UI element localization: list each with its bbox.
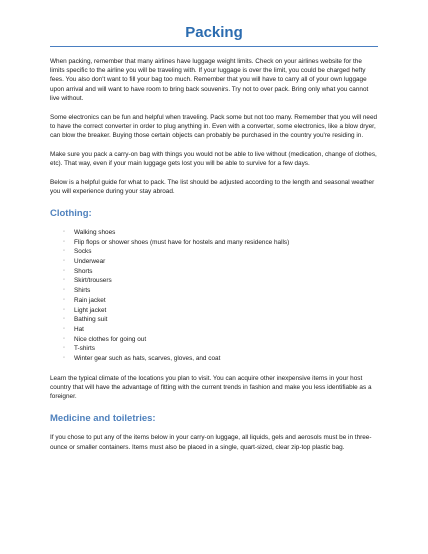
list-item-text: Winter gear such as hats, scarves, gloves, and coat: [74, 355, 221, 363]
intro-paragraph-2: Some electronics can be fun and helpful when traveling. Pack some but not too many. Remember that you will need to have the correct converter in order to plug anything in. Even with a converter, some electronics, like a blow dryer, can blow the breaker. Buying those certain objects can probably be purchased in the country you're residing in.: [50, 113, 378, 139]
page-title: Packing: [185, 24, 243, 41]
list-item-text: Skirt/trousers: [74, 277, 112, 285]
bullet-icon: ◦: [63, 296, 66, 303]
intro-paragraph-4: Below is a helpful guide for what to pack. The list should be adjusted according to the length and seasonal weather you will experience during your stay abroad.: [50, 178, 375, 195]
list-item: [63, 306, 378, 316]
bullet-icon: ◦: [63, 316, 66, 323]
bullet-icon: ◦: [63, 335, 66, 342]
bullet-icon: ◦: [63, 287, 66, 294]
intro-paragraph-3: Make sure you pack a carry-on bag with things you would not be able to live without (medication, change of clothes, etc). That way, even if your main luggage gets lost you will be able to survive for a few days.: [50, 150, 377, 167]
list-item: [63, 276, 378, 286]
bullet-icon: ◦: [63, 258, 66, 265]
list-item: [63, 267, 378, 277]
bullet-icon: ◦: [63, 277, 66, 284]
title-rule: [50, 46, 378, 47]
list-item: [63, 257, 378, 267]
list-item-text: Bathing suit: [74, 316, 108, 324]
list-item-text: Light jacket: [74, 306, 107, 314]
list-item-text: T-shirts: [74, 345, 95, 353]
bullet-icon: ◦: [63, 345, 66, 352]
bullet-icon: ◦: [63, 306, 66, 313]
list-item: [63, 344, 378, 354]
list-item-text: Nice clothes for going out: [74, 335, 147, 343]
clothing-heading: Clothing:: [50, 207, 92, 219]
bullet-icon: ◦: [63, 325, 66, 332]
list-item: [63, 286, 378, 296]
list-item-text: Underwear: [74, 258, 106, 266]
list-item: [63, 354, 378, 364]
clothing-note: Learn the typical climate of the locations you plan to visit. You can acquire other inexpensive items in your host country that will have the advantage of fitting with the current trends in fashion and make you less identifiable as a foreigner.: [50, 374, 372, 401]
list-item: [63, 238, 378, 248]
bullet-icon: ◦: [63, 248, 66, 255]
list-item: [63, 228, 378, 238]
bullet-icon: ◦: [63, 238, 66, 245]
list-item: [63, 325, 378, 335]
bullet-icon: ◦: [63, 267, 66, 274]
list-item-text: Hat: [74, 325, 84, 333]
list-item: [63, 247, 378, 257]
bullet-icon: ◦: [63, 228, 66, 235]
list-item: [63, 315, 378, 325]
medicine-paragraph: If you chose to put any of the items below in your carry-on luggage, all liquids, gels and aerosols must be in three-ounce or smaller containers. Items must also be placed in a single, quart-sized, clear zip-top plastic bag.: [50, 434, 372, 451]
list-item-text: Rain jacket: [74, 296, 106, 304]
list-item-text: Shirts: [74, 287, 91, 295]
list-item-text: Flip flops or shower shoes (must have for hostels and many residence halls): [74, 238, 290, 246]
clothing-list: [50, 228, 378, 364]
list-item: [63, 296, 378, 306]
list-item-text: Shorts: [74, 267, 93, 275]
bullet-icon: ◦: [63, 355, 66, 362]
list-item-text: Walking shoes: [74, 228, 116, 236]
medicine-heading: Medicine and toiletries:: [50, 413, 156, 425]
intro-paragraph-1: When packing, remember that many airlines have luggage weight limits. Check on your airlines website for the limits specific to the airline you will be traveling with. If your luggage is over the limit, you could be charged hefty fees. You also don't want to fill your bag too much. Remember that you will have to carry all of your own luggage upon arrival and will want to have room to bring back souvenirs. Try not to over pack. Bring only what you cannot live without.: [50, 58, 369, 102]
list-item-text: Socks: [74, 248, 92, 256]
list-item: [63, 335, 378, 345]
